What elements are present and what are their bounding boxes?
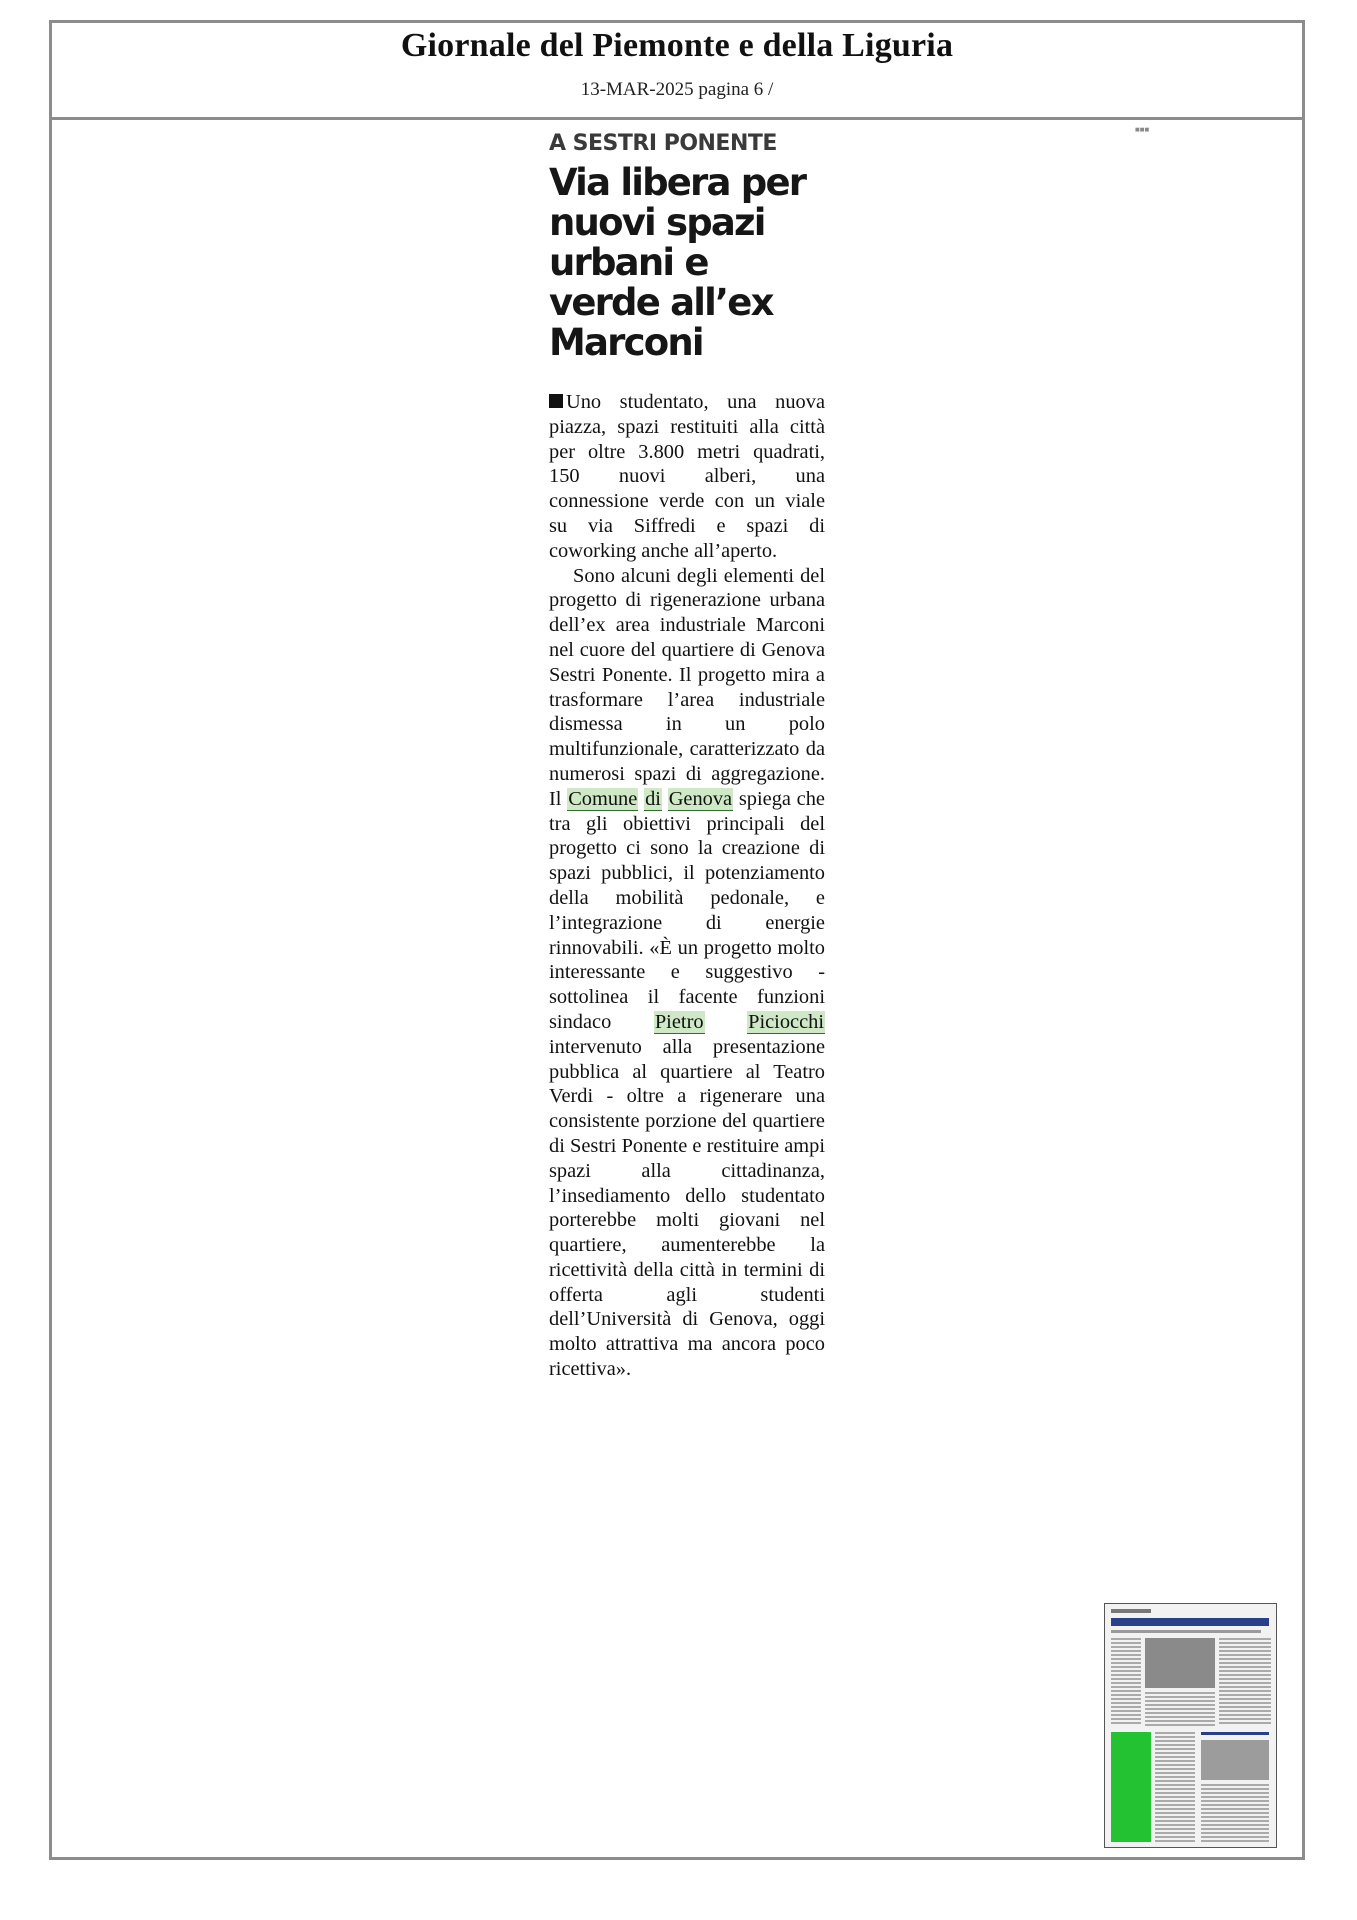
- thumbnail-line: [1111, 1630, 1261, 1633]
- article-paragraph: [549, 564, 825, 1382]
- entity-highlight[interactable]: Piciocchi: [748, 1010, 824, 1033]
- thumbnail-column: [1201, 1784, 1269, 1842]
- bullet-square-icon: [549, 394, 563, 408]
- thumbnail-photo: [1201, 1740, 1269, 1780]
- page-thumbnail[interactable]: [1104, 1603, 1277, 1848]
- thumbnail-green-box: [1111, 1732, 1151, 1842]
- article-kicker: A SESTRI PONENTE: [549, 131, 777, 156]
- article-paragraph: [549, 390, 825, 564]
- thumbnail-column: [1145, 1692, 1215, 1726]
- paragraph-text: Sono alcuni degli elementi del progetto di rigenerazione urbana dell’ex area industriale Marconi nel cuore del quartiere di Genova Sestri Ponente. Il progetto mira a trasformare l’area industriale dismessa in un polo multifunzionale, caratterizzato da numerosi spazi di aggregazione. Il: [549, 564, 825, 810]
- article: [549, 131, 825, 1382]
- thumbnail-column: [1219, 1638, 1271, 1726]
- paragraph-text: Uno studentato, una nuova piazza, spazi restituiti alla città per oltre 3.800 metri quadrati, 150 nuovi alberi, una connessione verde con un viale su via Siffredi e spazi di coworking anche all’aperto.: [549, 391, 825, 562]
- publication-title: Giornale del Piemonte e della Liguria: [400, 27, 954, 64]
- paragraph-text: spiega che tra gli obiettivi principali del progetto ci sono la creazione di spazi pubblici, il potenziamento della mobilità pedonale, e l’integrazione di energie rinnovabili. «È un progetto molto interessante e suggestivo - sottolinea il facente funzioni sindaco: [549, 787, 825, 1033]
- entity-highlight[interactable]: Comune: [568, 787, 638, 810]
- entity-highlight[interactable]: Genova: [668, 787, 733, 810]
- article-body: [549, 390, 825, 1382]
- thumbnail-line: [1201, 1732, 1269, 1735]
- thumbnail-masthead: [1111, 1609, 1151, 1613]
- paragraph-text: intervenuto alla presentazione pubblica al quartiere al Teatro Verdi - oltre a rigenerare una consistente porzione del quartiere di Sestri Ponente e restituire ampi spazi alla cittadinanza, l’insediamento dello studentato porterebbe molti giovani nel quartiere, aumenterebbe la ricettività della città in termini di offerta agli studenti dell’Università di Genova, oggi molto attrattiva ma ancora poco ricettiva».: [549, 1035, 825, 1381]
- publication-date-page: 13-MAR-2025 pagina 6 /: [580, 79, 774, 100]
- thumbnail-column: [1155, 1732, 1195, 1842]
- article-headline: Via libera per nuovi spazi urbani e verde all’ex Marconi: [549, 161, 806, 364]
- entity-highlight[interactable]: Pietro: [654, 1010, 704, 1033]
- corner-stamp: ■■■: [1135, 127, 1150, 133]
- publication-header: [52, 23, 1302, 120]
- thumbnail-headline: [1111, 1618, 1269, 1626]
- entity-highlight[interactable]: di: [645, 787, 661, 810]
- thumbnail-photo: [1145, 1638, 1215, 1688]
- thumbnail-column: [1111, 1638, 1141, 1726]
